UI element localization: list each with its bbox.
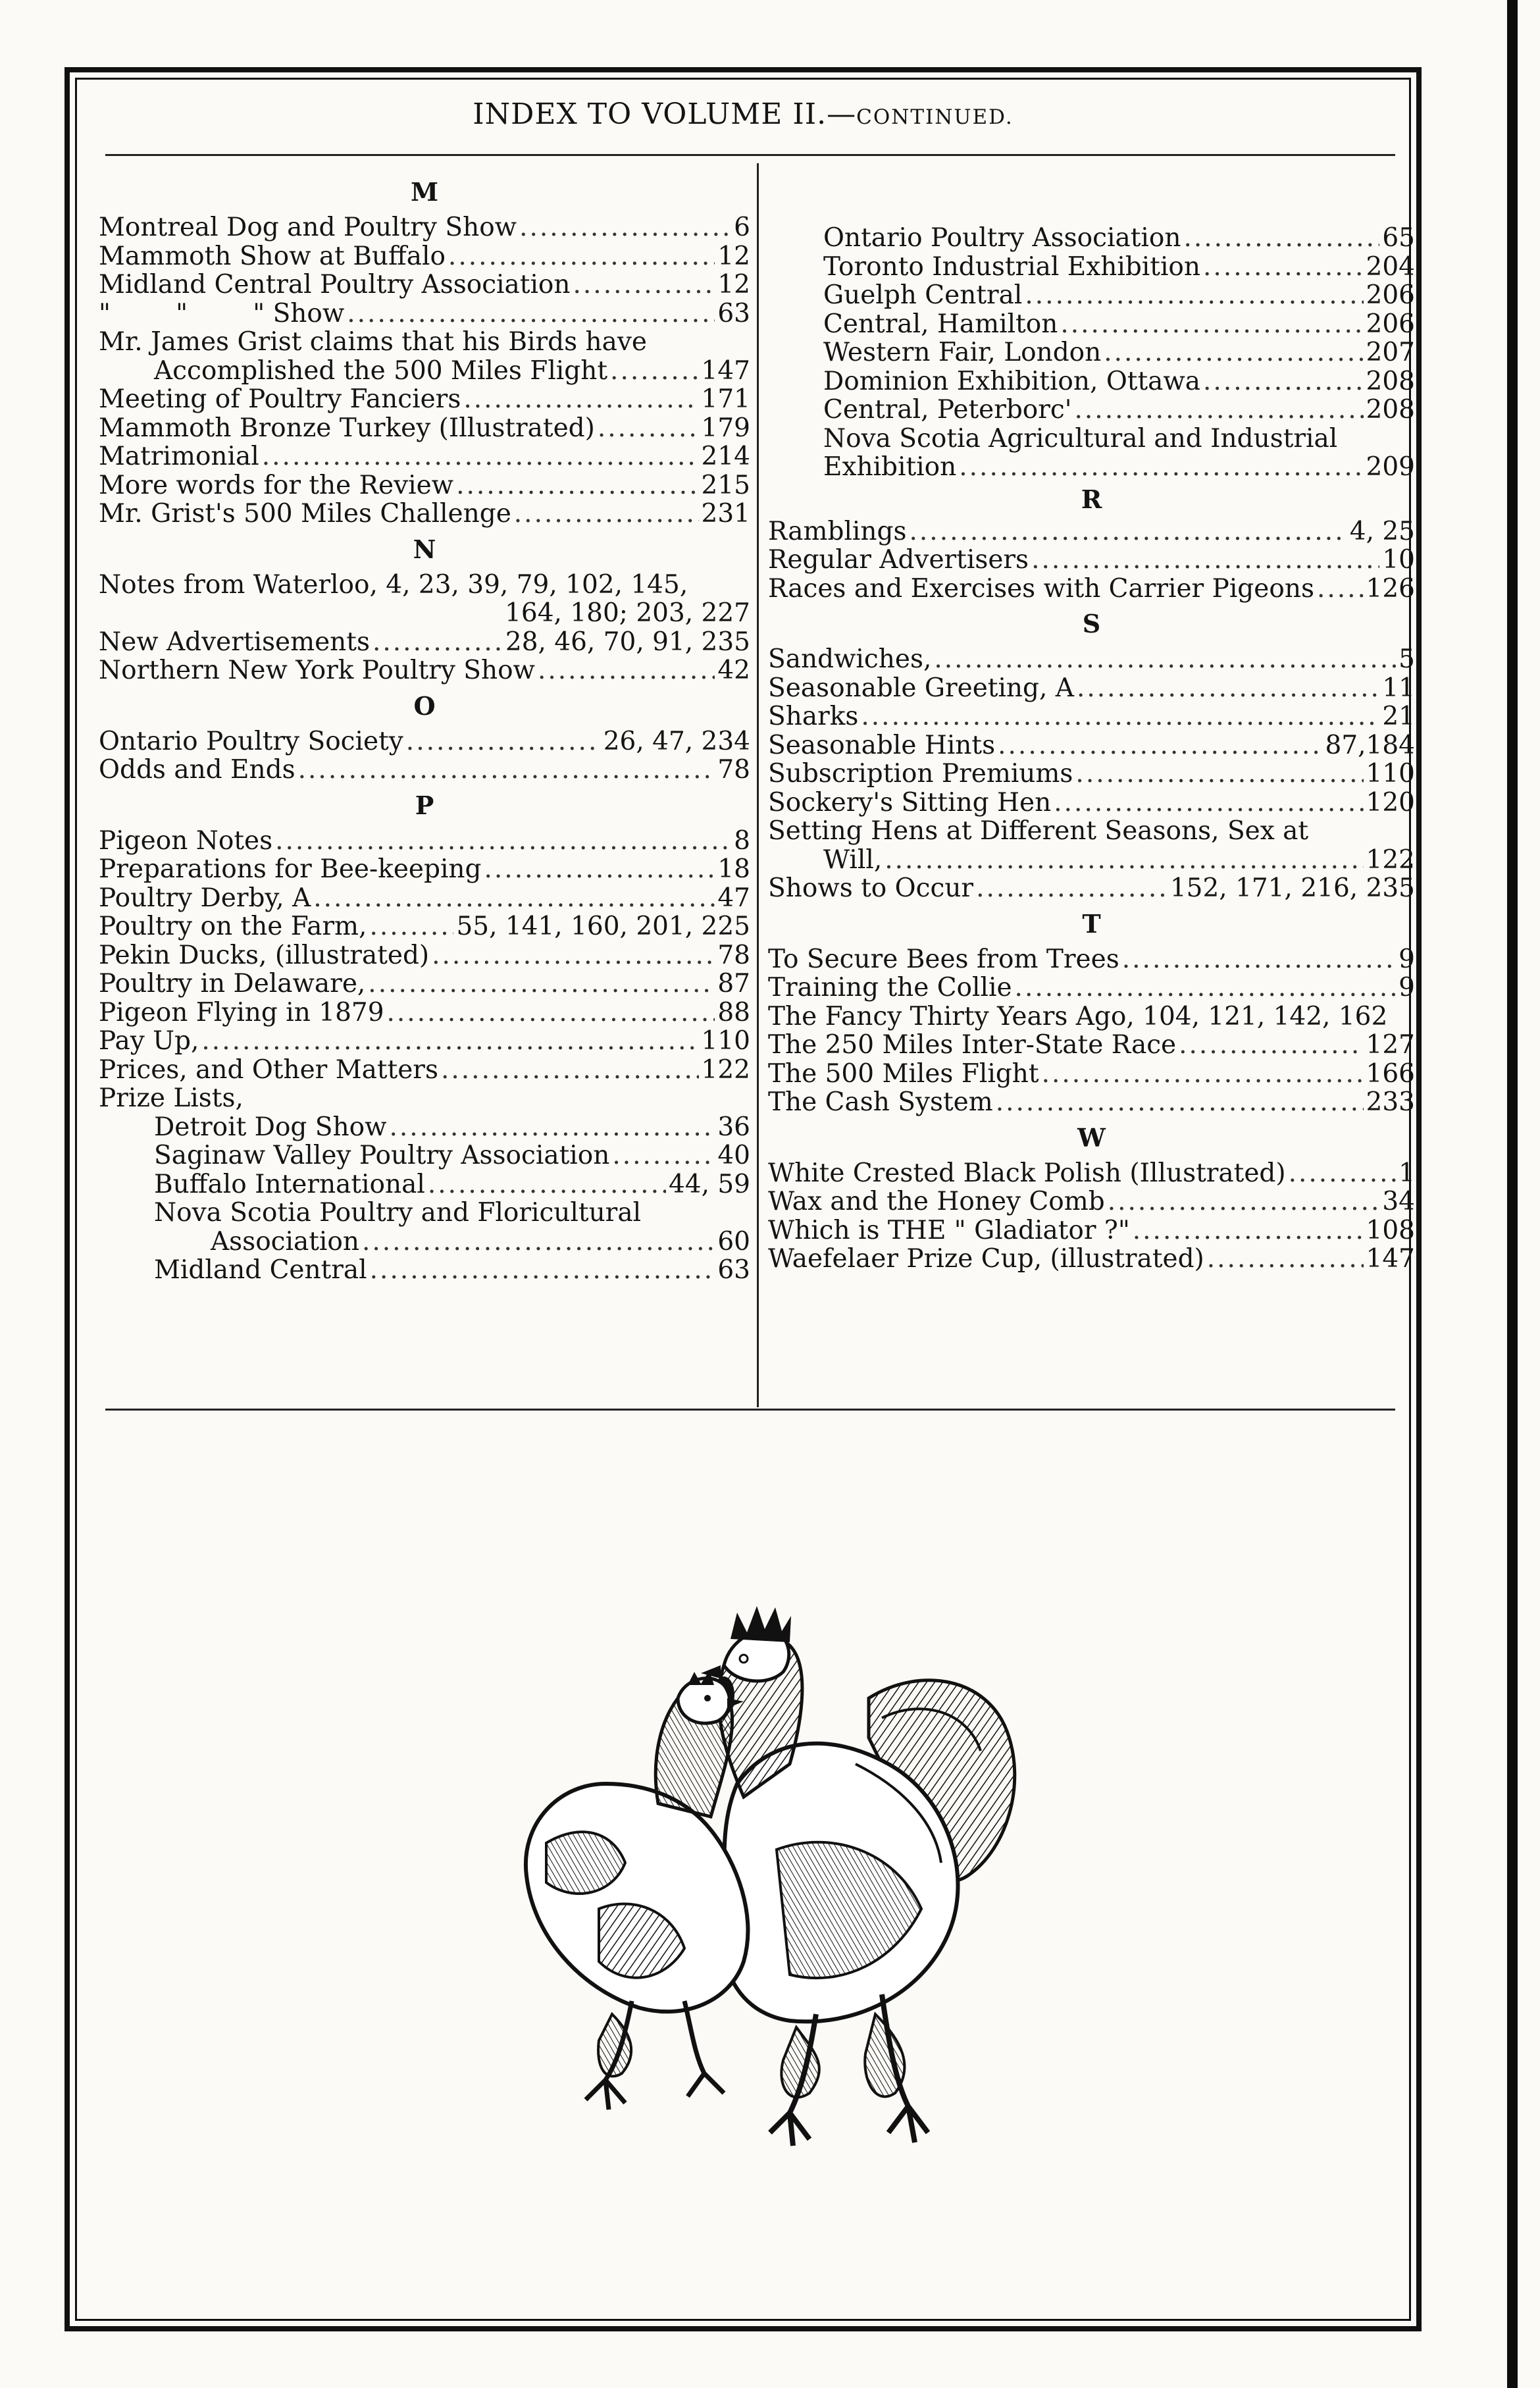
index-entry: Poultry on the Farm, ..... 55, 141, 160, 201, 225	[99, 912, 750, 941]
index-entry: Odds and Ends ..... 78	[99, 756, 750, 785]
rooster-figure	[701, 1606, 1015, 2146]
index-entry: Mammoth Show at Buffalo ..... 12	[99, 242, 750, 271]
index-entry: Central, Hamilton ..... 206	[768, 310, 1415, 339]
index-entry: Guelph Central ..... 206	[768, 281, 1415, 310]
index-entry: Dominion Exhibition, Ottawa ..... 208	[768, 367, 1415, 396]
section-letter-r: R	[1081, 484, 1102, 514]
chicken-pair-engraving-icon	[461, 1567, 1066, 2264]
footer-rule	[105, 1409, 1395, 1411]
index-right-column	[768, 171, 1415, 1274]
index-entry: Ramblings ..... 4, 25	[768, 517, 1415, 546]
hen-figure	[526, 1671, 748, 2110]
title-continued: CONTINUED.	[856, 105, 1014, 129]
section-letter-t: T	[1082, 908, 1101, 939]
index-entry: The 250 Miles Inter-State Race ..... 127	[768, 1031, 1415, 1060]
index-entry: Midland Central Poultry Association ..... 12	[99, 271, 750, 299]
index-entry: Notes from Waterloo, 4, 23, 39, 79, 102, 145,	[99, 569, 688, 600]
index-entry: The Cash System ..... 233	[768, 1088, 1415, 1117]
index-entry: Pay Up, ..... 110	[99, 1027, 750, 1056]
index-entry: Matrimonial ..... 214	[99, 442, 750, 471]
index-entry: Wax and the Honey Comb ..... 34	[768, 1187, 1415, 1216]
index-entry: Which is THE " Gladiator ?" ..... 108	[768, 1216, 1415, 1245]
index-entry: Midland Central ..... 63	[99, 1256, 750, 1285]
index-entry: To Secure Bees from Trees ..... 9	[768, 945, 1415, 974]
index-entry: Sockery's Sitting Hen ..... 120	[768, 789, 1415, 818]
column-divider	[757, 163, 759, 1407]
index-entry: The Fancy Thirty Years Ago, 104, 121, 142, 162	[768, 1001, 1388, 1031]
index-entry: Accomplished the 500 Miles Flight ..... 147	[99, 357, 750, 386]
index-entry: Training the Collie ..... 9	[768, 973, 1415, 1002]
index-entry: Western Fair, London ..... 207	[768, 338, 1415, 367]
section-letter-w: W	[1077, 1122, 1106, 1153]
index-entry: Central, Peterborc' ..... 208	[768, 396, 1415, 425]
index-left-column	[99, 171, 750, 1285]
index-entry: Association ..... 60	[99, 1228, 750, 1257]
index-entry: Regular Advertisers ..... 10	[768, 546, 1415, 575]
index-entry: Pigeon Notes ..... 8	[99, 827, 750, 856]
index-entry: 164, 180; 203, 227	[505, 598, 750, 628]
index-entry: Waefelaer Prize Cup, (illustrated) ..... 147	[768, 1245, 1415, 1274]
index-entry: Meeting of Poultry Fanciers ..... 171	[99, 385, 750, 414]
index-entry: Mammoth Bronze Turkey (Illustrated) ..... 179	[99, 414, 750, 443]
section-letter-m: M	[410, 177, 439, 207]
index-entry: Poultry Derby, A ..... 47	[99, 884, 750, 913]
title-main: INDEX TO VOLUME II.—	[473, 97, 857, 131]
index-entry: Prize Lists,	[99, 1083, 244, 1113]
index-entry: Preparations for Bee-keeping ..... 18	[99, 855, 750, 884]
index-entry: Nova Scotia Poultry and Floricultural	[154, 1198, 642, 1228]
index-entry: Pigeon Flying in 1879 ..... 88	[99, 999, 750, 1027]
index-entry: Ontario Poultry Society ..... 26, 47, 234	[99, 727, 750, 756]
index-entry: Races and Exercises with Carrier Pigeons ..... 126	[768, 575, 1415, 604]
index-entry: Northern New York Poultry Show ..... 42	[99, 656, 750, 685]
section-letter-p: P	[415, 790, 434, 820]
section-letter-s: S	[1082, 609, 1101, 638]
header-rule	[105, 154, 1395, 156]
index-entry: Ontario Poultry Association ..... 65	[768, 224, 1415, 253]
index-entry: Subscription Premiums ..... 110	[768, 760, 1415, 789]
index-entry: " " " Show ..... 63	[99, 299, 750, 328]
index-entry: Montreal Dog and Poultry Show ..... 6	[99, 213, 750, 242]
section-letter-n: N	[413, 534, 436, 564]
index-entry: Seasonable Hints ..... 87,184	[768, 731, 1415, 760]
index-entry: Seasonable Greeting, A ..... 11	[768, 674, 1415, 703]
page-title	[75, 97, 1411, 131]
index-entry: Mr. James Grist claims that his Birds have	[99, 327, 647, 357]
index-entry: Buffalo International ..... 44, 59	[99, 1170, 750, 1199]
index-entry: Will, ..... 122	[768, 846, 1415, 875]
index-entry: Poultry in Delaware, ..... 87	[99, 970, 750, 999]
index-entry: Nova Scotia Agricultural and Industrial	[823, 423, 1338, 454]
index-entry: New Advertisements ..... 28, 46, 70, 91, 235	[99, 628, 750, 657]
index-entry: Toronto Industrial Exhibition ..... 204	[768, 253, 1415, 282]
index-entry: Saginaw Valley Poultry Association ..... 40	[99, 1141, 750, 1170]
index-entry: Setting Hens at Different Seasons, Sex at	[768, 816, 1309, 846]
index-entry: The 500 Miles Flight ..... 166	[768, 1060, 1415, 1089]
index-entry: Shows to Occur ..... 152, 171, 216, 235	[768, 874, 1415, 903]
index-entry: Detroit Dog Show ..... 36	[99, 1113, 750, 1142]
index-entry: Sandwiches, ..... 5	[768, 645, 1415, 674]
index-entry: Pekin Ducks, (illustrated) ..... 78	[99, 941, 750, 970]
index-entry: Prices, and Other Matters ..... 122	[99, 1056, 750, 1085]
index-entry: Mr. Grist's 500 Miles Challenge ..... 231	[99, 500, 750, 529]
section-letter-o: O	[413, 690, 436, 721]
index-entry: Exhibition ..... 209	[768, 453, 1415, 482]
index-entry: More words for the Review ..... 215	[99, 471, 750, 500]
index-entry: Sharks ..... 21	[768, 702, 1415, 731]
index-entry: White Crested Black Polish (Illustrated) ..... 1	[768, 1159, 1415, 1188]
page-edge-rule	[1507, 0, 1518, 2388]
